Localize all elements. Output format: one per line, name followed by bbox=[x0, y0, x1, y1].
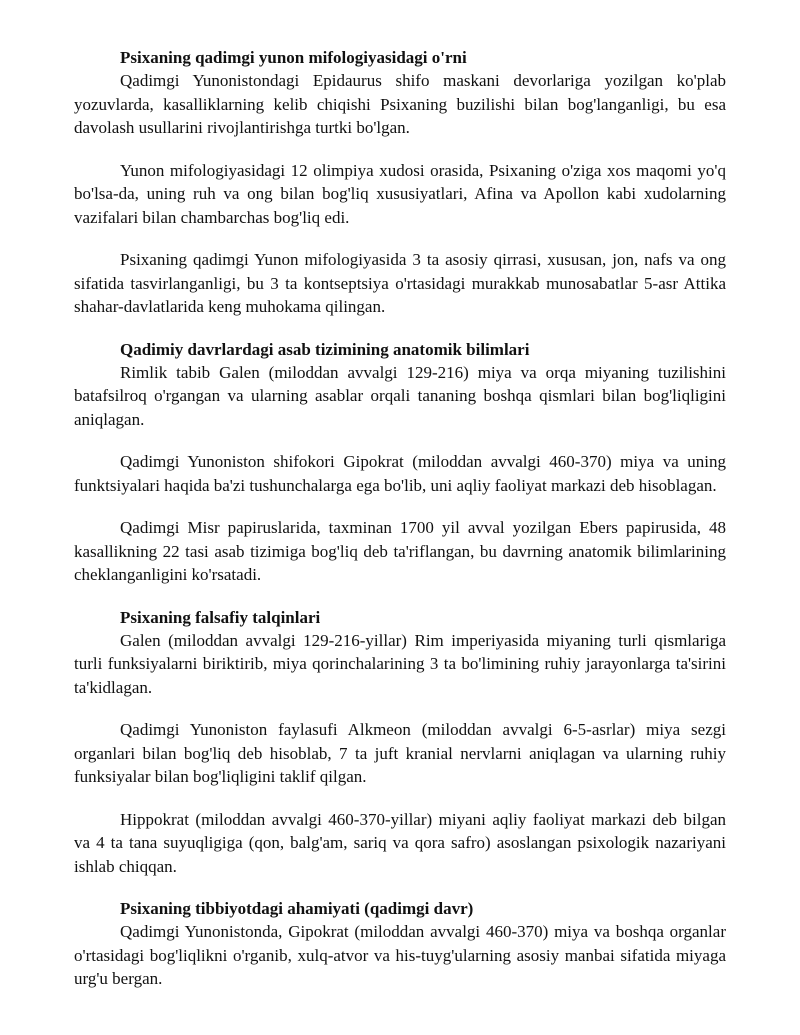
paragraph: Galen (miloddan avvalgi 129-216-yillar) Rim imperiyasida miyaning turli qismlariga turli funksiyalarni biriktirib, miya qorinchalarining 3 ta bo'limining ruhiy jarayonlarga ta'sirini ta'kidlagan. bbox=[74, 630, 726, 697]
section-philosophy bbox=[74, 606, 726, 879]
paragraph: Qadimgi Misr papiruslarida, taxminan 1700 yil avval yozilgan Ebers papirusida, 48 kasallikning 22 tasi asab tizimiga bog'liq deb ta'riflangan, bu davrning anatomik bilimlarining cheklanganligini ko'rsatadi. bbox=[74, 518, 726, 584]
section-anatomy bbox=[74, 338, 726, 587]
document-page bbox=[74, 46, 726, 991]
section-heading: Psixaning falsafiy talqinlari bbox=[120, 607, 321, 627]
paragraph: Qadimgi Yunonistonda, Gipokrat (miloddan avvalgi 460-370) miya va boshqa organlar o'rtasidagi bog'liqlikni o'rganib, xulq-atvor va his-tuyg'ularning asosiy manbai sifatida miyaga urg'u bergan. bbox=[74, 922, 726, 988]
paragraph: Qadimgi Yunonistondagi Epidaurus shifo maskani devorlariga yozilgan ko'plab yozuvlarda, kasalliklarning kelib chiqishi Psixaning buzilishi bilan bog'langanligi, bu esa davolash usullarini rivojlantirishga turtki bo'lgan. bbox=[74, 71, 726, 137]
paragraph: Psixaning qadimgi Yunon mifologiyasida 3 ta asosiy qirrasi, xususan, jon, nafs va ong sifatida tasvirlanganligi, bu 3 ta kontseptsiya o'rtasidagi murakkab munosabatlar 5-asr Attika shahar-davlatlarida keng muhokama qilingan. bbox=[74, 250, 726, 316]
paragraph: Yunon mifologiyasidagi 12 olimpiya xudosi orasida, Psixaning o'ziga xos maqomi yo'q bo'lsa-da, uning ruh va ong bilan bog'liq xususiyatlari, Afina va Apollon kabi xudolarning vazifalari bilan chambarchas bog'liq edi. bbox=[74, 160, 726, 227]
section-heading: Psixaning tibbiyotdagi ahamiyati (qadimgi davr) bbox=[120, 899, 474, 918]
section-heading: Qadimiy davrlardagi asab tizimining anatomik bilimlari bbox=[120, 339, 530, 359]
paragraph: Rimlik tabib Galen (miloddan avvalgi 129-216) miya va orqa miyaning tuzilishini batafsilroq o'rgangan va ularning asablar orqali tananing boshqa qismlari bilan bog'liqligini aniqlagan. bbox=[74, 362, 726, 429]
section-medicine bbox=[74, 897, 726, 991]
paragraph: Qadimgi Yunoniston shifokori Gipokrat (miloddan avvalgi 460-370) miya va uning funktsiyalari haqida ba'zi tushunchalarga ega bo'lib, uni aqliy faoliyat markazi deb hisoblagan. bbox=[74, 452, 726, 495]
paragraph: Hippokrat (miloddan avvalgi 460-370-yillar) miyani aqliy faoliyat markazi deb bilgan va 4 ta tana suyuqligiga (qon, balg'am, sariq va qora safro) asoslangan psixologik nazariyani ishlab chiqqan. bbox=[74, 809, 726, 876]
section-mythology bbox=[74, 46, 726, 319]
paragraph: Qadimgi Yunoniston faylasufi Alkmeon (miloddan avvalgi 6-5-asrlar) miya sezgi organlari bilan bog'liq deb hisoblab, 7 ta juft kranial nervlarni aniqlagan va ularning ruhiy funksiyalar bilan bog'liqligini taklif qilgan. bbox=[74, 720, 726, 786]
section-heading: Psixaning qadimgi yunon mifologiyasidagi o'rni bbox=[120, 48, 467, 67]
